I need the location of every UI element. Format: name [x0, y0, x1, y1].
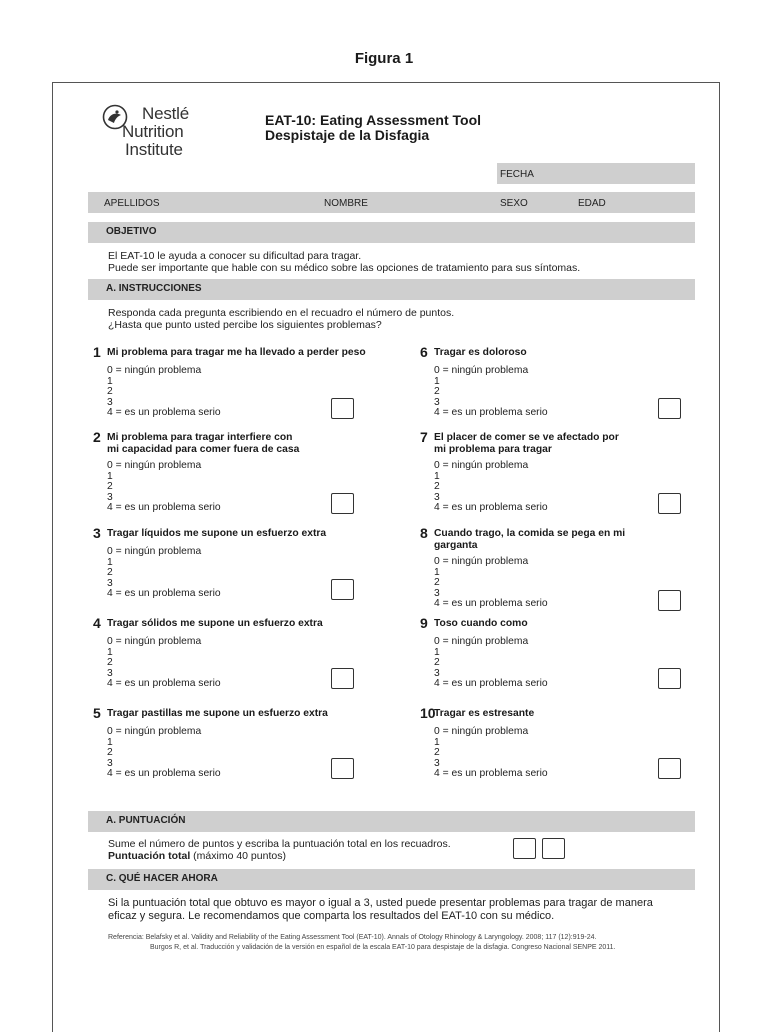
scale-3: 3 [434, 757, 440, 769]
question-text-line-1: Toso cuando como [434, 618, 528, 629]
scale-0: 0 = ningún problema [107, 546, 202, 557]
instrucciones-text [108, 307, 454, 331]
question-text-line-2: garganta [434, 540, 478, 551]
scale-0: 0 = ningún problema [107, 460, 202, 471]
scale-2: 2 [434, 657, 440, 668]
question-text [434, 618, 734, 630]
scale-2: 2 [434, 747, 440, 758]
apellidos-label: APELLIDOS [104, 198, 160, 209]
sexo-label: SEXO [500, 198, 528, 209]
scale-2: 2 [434, 386, 440, 397]
scale-0: 0 = ningún problema [107, 726, 202, 737]
scale-1: 1 [434, 470, 440, 482]
scale-4: 4 = es un problema serio [107, 407, 221, 418]
scale-3: 3 [434, 587, 440, 599]
scale-1: 1 [107, 375, 113, 387]
question-text [107, 708, 407, 720]
question-text-line-1: Tragar pastillas me supone un esfuerzo extra [107, 708, 328, 719]
scale-4: 4 = es un problema serio [107, 588, 221, 599]
scale-4: 4 = es un problema serio [107, 678, 221, 689]
logo-line-nutrition: Nutrition [122, 122, 184, 141]
total-score-box-tens[interactable] [513, 838, 536, 859]
answer-box-3[interactable] [331, 579, 354, 600]
answer-scale [107, 366, 221, 419]
answer-scale [107, 461, 221, 514]
scale-2: 2 [107, 386, 113, 397]
puntuacion-text [108, 838, 451, 862]
title-line-2: Despistaje de la Disfagia [265, 127, 430, 143]
que-hacer-line-1: Si la puntuación total que obtuvo es mayor o igual a 3, usted puede presentar problemas para tragar de manera [108, 897, 653, 909]
answer-box-4[interactable] [331, 668, 354, 689]
personal-data-bar [88, 192, 695, 213]
question-text [107, 432, 407, 456]
scale-0: 0 = ningún problema [434, 636, 529, 647]
scale-3: 3 [434, 667, 440, 679]
answer-box-2[interactable] [331, 493, 354, 514]
scale-2: 2 [434, 577, 440, 588]
scale-4: 4 = es un problema serio [434, 678, 548, 689]
scale-2: 2 [434, 481, 440, 492]
question-text-line-1: El placer de comer se ve afectado por [434, 432, 619, 443]
answer-scale [107, 547, 221, 600]
scale-4: 4 = es un problema serio [434, 407, 548, 418]
scale-3: 3 [107, 396, 113, 408]
scale-0: 0 = ningún problema [434, 365, 529, 376]
scale-0: 0 = ningún problema [434, 460, 529, 471]
answer-box-5[interactable] [331, 758, 354, 779]
question-number: 6 [420, 344, 428, 360]
question-number: 5 [93, 705, 101, 721]
scale-4: 4 = es un problema serio [107, 502, 221, 513]
question-number: 2 [93, 429, 101, 445]
question-text-line-1: Tragar líquidos me supone un esfuerzo extra [107, 528, 327, 539]
scale-1: 1 [107, 470, 113, 482]
answer-scale [107, 637, 221, 690]
question-number: 4 [93, 615, 101, 631]
scale-1: 1 [434, 646, 440, 658]
figure-title: Figura 1 [354, 50, 414, 67]
document-title [265, 113, 481, 143]
total-score-box-units[interactable] [542, 838, 565, 859]
question-text [434, 347, 734, 359]
question-number: 9 [420, 615, 428, 631]
que-hacer-line-2: eficaz y segura. Le recomendamos que comparta los resultados del EAT-10 con su médico. [108, 910, 555, 922]
question-text-line-2: mi capacidad para comer fuera de casa [107, 444, 300, 455]
scale-4: 4 = es un problema serio [434, 598, 548, 609]
question-text-line-1: Tragar es estresante [434, 708, 535, 719]
objetivo-line-1: El EAT-10 le ayuda a conocer su dificultad para tragar. [108, 250, 362, 262]
reference-text [108, 933, 616, 953]
scale-1: 1 [107, 736, 113, 748]
scale-1: 1 [434, 736, 440, 748]
question-text-line-1: Mi problema para tragar interfiere con [107, 432, 293, 443]
answer-box-10[interactable] [658, 758, 681, 779]
instrucciones-title: A. INSTRUCCIONES [106, 283, 202, 294]
question-number: 7 [420, 429, 428, 445]
question-text [434, 708, 734, 720]
instrucciones-line-1: Responda cada pregunta escribiendo en el recuadro el número de puntos. [108, 307, 455, 319]
logo-line-institute: Institute [125, 140, 183, 159]
question-number: 8 [420, 525, 428, 541]
answer-box-1[interactable] [331, 398, 354, 419]
scale-4: 4 = es un problema serio [434, 502, 548, 513]
answer-scale [434, 461, 548, 514]
answer-box-6[interactable] [658, 398, 681, 419]
question-text [107, 618, 407, 630]
que-hacer-title: C. QUÉ HACER AHORA [106, 873, 218, 884]
fecha-field[interactable] [497, 163, 695, 184]
answer-scale [107, 727, 221, 780]
puntuacion-total-max: (máximo 40 puntos) [190, 850, 286, 862]
scale-3: 3 [434, 491, 440, 503]
answer-scale [434, 727, 548, 780]
objetivo-text [108, 250, 580, 274]
question-text-line-1: Tragar sólidos me supone un esfuerzo extra [107, 618, 323, 629]
scale-4: 4 = es un problema serio [434, 768, 548, 779]
scale-1: 1 [434, 566, 440, 578]
question-text-line-2: mi problema para tragar [434, 444, 552, 455]
scale-3: 3 [107, 491, 113, 503]
fecha-label: FECHA [500, 169, 534, 180]
scale-2: 2 [107, 657, 113, 668]
scale-0: 0 = ningún problema [107, 636, 202, 647]
answer-box-7[interactable] [658, 493, 681, 514]
question-text [107, 528, 407, 540]
nombre-label: NOMBRE [324, 198, 368, 209]
scale-2: 2 [107, 481, 113, 492]
scale-1: 1 [107, 646, 113, 658]
reference-line-1: Referencia: Belafsky et al. Validity and Reliability of the Eating Assessment Tool (EAT-10). Annals of Otology Rhinology & Laryngology. 2008; 117 (12):919-24. [108, 934, 597, 941]
question-text [434, 432, 734, 456]
puntuacion-total-line [108, 850, 451, 862]
answer-box-9[interactable] [658, 668, 681, 689]
puntuacion-line-1: Sume el número de puntos y escriba la puntuación total en los recuadros. [108, 838, 451, 850]
que-hacer-text [108, 897, 653, 923]
puntuacion-total-label: Puntuación total [108, 850, 191, 862]
instrucciones-header [88, 279, 695, 300]
objetivo-title: OBJETIVO [106, 226, 157, 237]
question-number: 3 [93, 525, 101, 541]
scale-2: 2 [107, 567, 113, 578]
answer-scale [434, 557, 548, 610]
instrucciones-line-2: ¿Hasta que punto usted percibe los siguientes problemas? [108, 319, 382, 331]
logo-text [122, 105, 189, 159]
que-hacer-header [88, 869, 695, 890]
scale-4: 4 = es un problema serio [107, 768, 221, 779]
scale-1: 1 [434, 375, 440, 387]
scale-3: 3 [107, 757, 113, 769]
scale-1: 1 [107, 556, 113, 568]
answer-box-8[interactable] [658, 590, 681, 611]
reference-line-2: Burgos R, et al. Traducción y validación de la versión en español de la escala EAT-10 para despistaje de la disfagia. Congreso Nacional SENPE 2011. [150, 944, 616, 951]
scale-0: 0 = ningún problema [107, 365, 202, 376]
question-text [434, 528, 734, 552]
scale-2: 2 [107, 747, 113, 758]
title-line-1: EAT-10: Eating Assessment Tool [265, 112, 482, 128]
question-text-line-1: Cuando trago, la comida se pega en mi [434, 528, 626, 539]
scale-3: 3 [107, 577, 113, 589]
question-text-line-1: Mi problema para tragar me ha llevado a perder peso [107, 347, 366, 358]
scale-0: 0 = ningún problema [434, 556, 529, 567]
scale-3: 3 [434, 396, 440, 408]
edad-label: EDAD [578, 198, 606, 209]
logo-line-nestle: Nestlé [142, 104, 189, 123]
scale-3: 3 [107, 667, 113, 679]
question-number: 1 [93, 344, 101, 360]
objetivo-line-2: Puede ser importante que hable con su médico sobre las opciones de tratamiento para sus síntomas. [108, 262, 581, 274]
scale-0: 0 = ningún problema [434, 726, 529, 737]
answer-scale [434, 637, 548, 690]
puntuacion-title: A. PUNTUACIÓN [106, 815, 186, 826]
puntuacion-header [88, 811, 695, 832]
question-text [107, 347, 407, 359]
answer-scale [434, 366, 548, 419]
objetivo-header [88, 222, 695, 243]
question-number: 10 [420, 705, 436, 721]
question-text-line-1: Tragar es doloroso [434, 347, 527, 358]
